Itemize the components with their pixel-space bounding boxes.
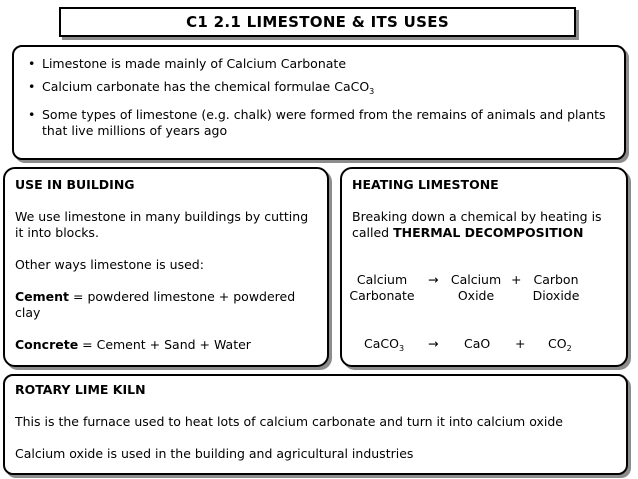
bullet-dot: • (28, 79, 36, 94)
product-word (446, 272, 506, 304)
heating-paragraph (352, 209, 616, 241)
reactant-word (346, 272, 418, 304)
product-word-line: Oxide (457, 288, 495, 303)
product-word-line: Calcium (450, 272, 502, 287)
concrete-term: Concrete (15, 337, 79, 352)
bullet-item (26, 79, 612, 100)
arrow-icon: → (428, 272, 439, 287)
arrow-icon: → (428, 336, 439, 351)
plus-sign: + (511, 272, 522, 287)
panel-heading: HEATING LIMESTONE (352, 177, 499, 192)
heating-limestone-panel (340, 167, 628, 367)
reactant-word-line: Carbonate (349, 288, 415, 303)
formula-subscript: 2 (566, 344, 572, 353)
bullet-item (26, 107, 612, 139)
panel-heading: USE IN BUILDING (15, 177, 135, 192)
bullet-dot: • (28, 56, 36, 71)
kiln-paragraph: This is the furnace used to heat lots of calcium carbonate and turn it into calcium oxide (15, 414, 563, 429)
formula-subscript: 3 (398, 344, 405, 353)
reactant-formula (364, 336, 404, 357)
rotary-lime-kiln-panel (3, 374, 628, 475)
product-word (526, 272, 586, 304)
heating-text: Breaking down a chemical by heating is called (352, 209, 602, 240)
use-in-building-panel (3, 167, 329, 367)
page-title-text: C1 2.1 LIMESTONE & ITS USES (186, 13, 449, 31)
bullet-dot: • (28, 107, 36, 122)
kiln-paragraph: Calcium oxide is used in the building and agricultural industries (15, 446, 414, 461)
product-formula (548, 336, 572, 357)
bullet-item (26, 56, 612, 72)
reactant-word-line: Calcium (356, 272, 408, 287)
building-paragraph: Other ways limestone is used: (15, 257, 204, 272)
building-paragraph: We use limestone in many buildings by cutting it into blocks. (15, 209, 309, 240)
bullet-text: Some types of limestone (e.g. chalk) were formed from the remains of animals and plants that live millions of years ago (42, 107, 606, 138)
product-formula: CaO (464, 336, 491, 351)
page-title (59, 7, 576, 37)
formula-text: CaCO (364, 336, 399, 351)
bullet-text: Limestone is made mainly of Calcium Carbonate (42, 56, 347, 71)
product-word-line: Dioxide (532, 288, 580, 303)
formula-subscript: 3 (369, 87, 375, 96)
cement-term: Cement (15, 289, 70, 304)
concrete-definition (15, 337, 317, 353)
bullet-text: Calcium carbonate has the chemical formulae CaCO (42, 79, 370, 94)
concrete-text: = Cement + Sand + Water (78, 337, 251, 352)
cement-text: = powdered limestone + powdered clay (15, 289, 296, 320)
thermal-decomposition-term: THERMAL DECOMPOSITION (393, 225, 584, 240)
intro-box (12, 45, 626, 160)
plus-sign: + (515, 336, 526, 351)
cement-definition (15, 289, 317, 321)
product-word-line: Carbon (533, 272, 579, 287)
panel-heading: ROTARY LIME KILN (15, 382, 146, 397)
formula-text: CO (548, 336, 567, 351)
